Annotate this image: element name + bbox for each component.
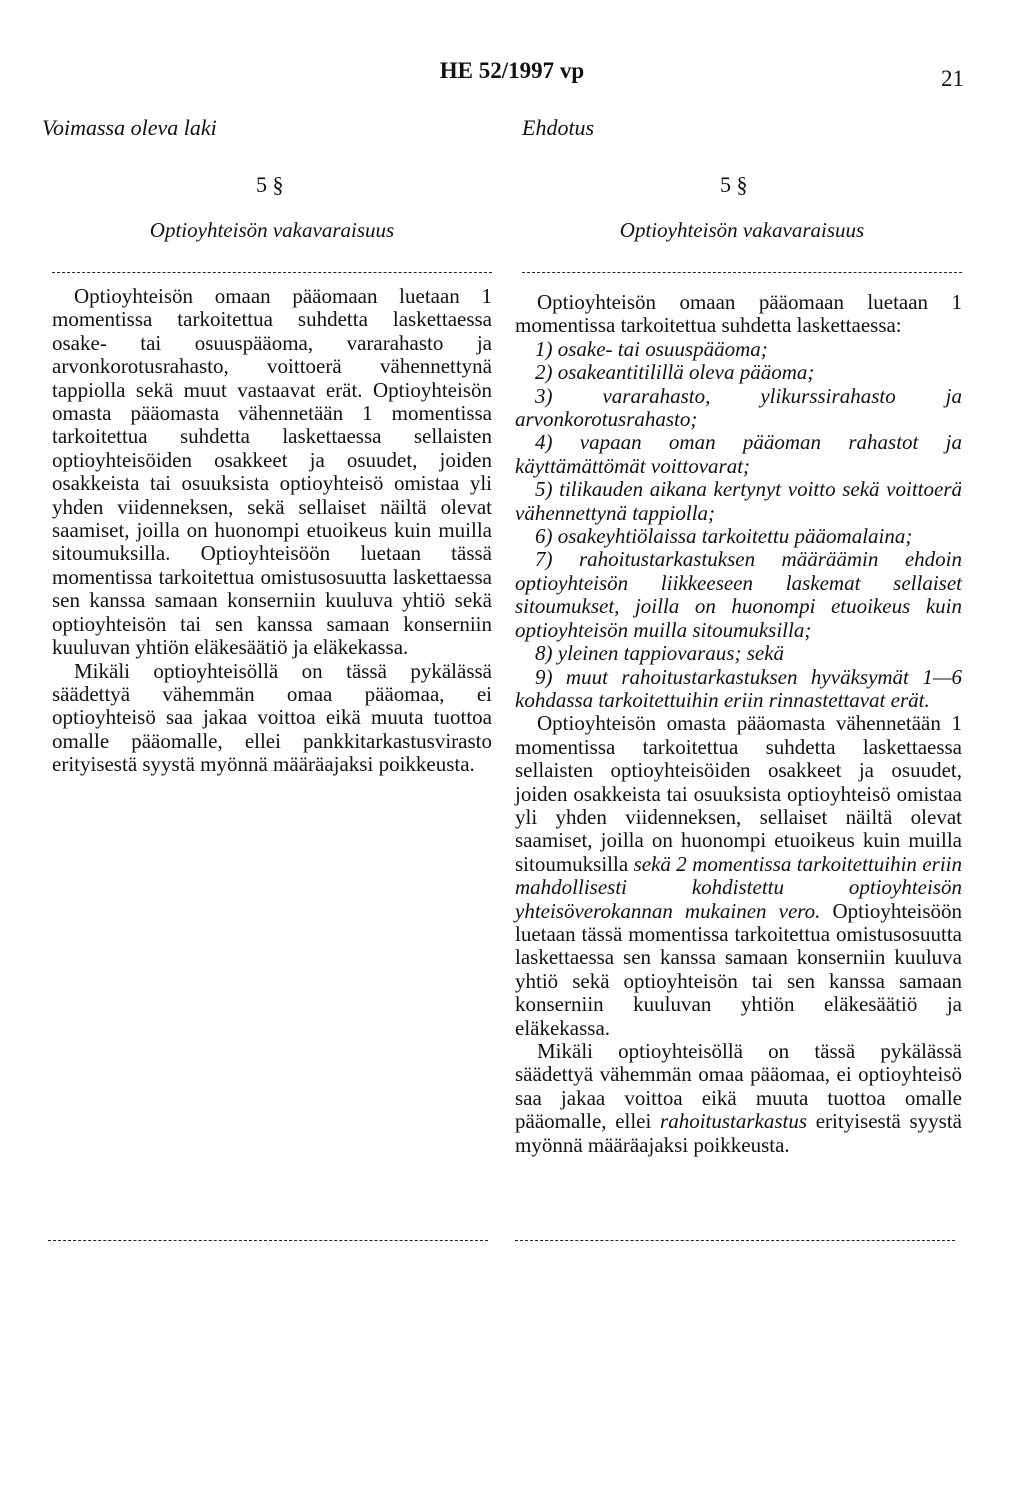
- page-number: 21: [941, 66, 964, 91]
- right-paragraph-2-text: Optioyhteisön omasta pääomasta vähennetään 1 momentissa tarkoitettua suhdetta laskettaessa sellaisten optioyhteisöiden osakkeet ja osuudet, joiden osakkeista tai osuuksista optioyhteisö omistaa yli yhden viidenneksen, sellaiset näiltä olevat saamiset, joilla on huonompi etuoikeus kuin muilla sitoumuksilla: [515, 711, 962, 876]
- left-paragraph-2: Mikäli optioyhteisöllä on tässä pykälässä säädettyä vähemmän omaa pääomaa, ei optioyhteisö saa jakaa voittoa eikä muuta tuottoa omalle pääomalle, ellei pankkitarkastusvirasto erityisestä syystä myönnä määräajaksi poikkeusta.: [52, 658, 492, 777]
- left-paragraph-1: Optioyhteisön omaan pääomaan luetaan 1 momentissa tarkoitettua suhdetta laskettaessa osake- tai osuuspääoma, vararahasto ja arvonkorotusrahasto, voittoerä vähennettynä tappiolla sekä muut vastaavat erät. Optioyhteisön omasta pääomasta vähennetään 1 momentissa tarkoitettua suhdetta laskettaessa sellaisten optioyhteisöiden osakkeet ja osuudet, joiden osakkeista tai osuuksista optioyhteisö omistaa yli yhden viidenneksen, sekä sellaiset näiltä olevat saamiset, joilla on huonompi etuoikeus kuin muilla sitoumuksilla. Optioyhteisöön luetaan tässä momentissa tarkoitettua omistusosuutta laskettaessa sen kanssa samaan konserniin kuuluva yhtiö sekä optioyhteisön tai sen kanssa samaan konserniin kuuluvan yhtiön eläkesäätiö ja eläkekassa.: [52, 284, 492, 660]
- right-section-number: 5 §: [720, 172, 748, 197]
- right-paragraph-2-text-end: Optioyhteisöön luetaan tässä momentissa tarkoitettua omistusosuutta laskettaessa sen kanssa samaan konserniin kuuluva yhtiö sekä optioyhteisön tai sen kanssa samaan konserniin kuuluvan yhtiön eläkesäätiö ja eläkekassa.: [515, 898, 962, 1040]
- list-item: 2) osakeantitilillä oleva pääoma;: [535, 360, 815, 385]
- right-omission-line-top: [522, 272, 962, 273]
- right-intro-paragraph: Optioyhteisön omaan pääomaan luetaan 1 momentissa tarkoitettua suhdetta laskettaessa:: [515, 290, 962, 338]
- list-item: 3) vararahasto, ylikurssirahasto ja arvonkorotusrahasto;: [515, 383, 962, 432]
- proposal-heading: Ehdotus: [522, 115, 595, 140]
- document-header: HE 52/1997 vp: [439, 58, 585, 83]
- list-item: 7) rahoitustarkastuksen määräämin ehdoin optioyhteisön liikkeeseen laskemat sellaiset sitoumukset, joilla on huonompi etuoikeus kuin optioyhteisön muilla sitoumuksilla;: [515, 547, 962, 642]
- list-item: 9) muut rahoitustarkastuksen hyväksymät 1—6 kohdassa tarkoitettuihin eriin rinnastettavat erät.: [515, 664, 962, 712]
- capital-items-list: [515, 338, 962, 713]
- list-item: 5) tilikauden aikana kertynyt voitto sekä voittoerä vähennettynä tappiolla;: [515, 477, 962, 525]
- list-item: 8) yleinen tappiovaraus; sekä: [535, 641, 785, 666]
- list-item: 6) osakeyhtiölaissa tarkoitettu pääomalaina;: [535, 524, 913, 549]
- right-paragraph-2-amendment: sekä 2 momentissa tarkoitettuihin eriin mahdollisesti kohdistettu optioyhteisön yhteisöverokannan mukainen vero.: [515, 851, 962, 923]
- right-paragraph-3-text-end: erityisestä syystä myönnä määräajaksi poikkeusta.: [515, 1109, 963, 1157]
- right-section-title: Optioyhteisön vakavaraisuus: [619, 218, 865, 242]
- right-paragraph-3-amendment: rahoitustarkastus: [660, 1109, 808, 1134]
- left-column-body: [52, 285, 492, 777]
- list-item: 4) vapaan oman pääoman rahastot ja käyttämättömät voittovarat;: [515, 430, 962, 478]
- right-omission-line-bottom: [515, 1240, 955, 1241]
- left-section-number: 5 §: [256, 172, 284, 197]
- left-omission-line-bottom: [48, 1240, 488, 1241]
- left-section-title: Optioyhteisön vakavaraisuus: [149, 218, 395, 242]
- current-law-heading: Voimassa oleva laki: [42, 115, 217, 140]
- right-paragraph-3-text: Mikäli optioyhteisöllä on tässä pykälässä säädettyä vähemmän omaa pääomaa, ei optioyhteisö saa jakaa voittoa eikä muuta tuottoa omalle pääomalle, ellei: [515, 1039, 962, 1134]
- left-omission-line-top: [52, 272, 492, 273]
- right-paragraph-3: [515, 1040, 962, 1157]
- right-column-body: [515, 291, 962, 1157]
- list-item: 1) osake- tai osuuspääoma;: [535, 336, 768, 361]
- right-paragraph-2: [515, 712, 962, 1040]
